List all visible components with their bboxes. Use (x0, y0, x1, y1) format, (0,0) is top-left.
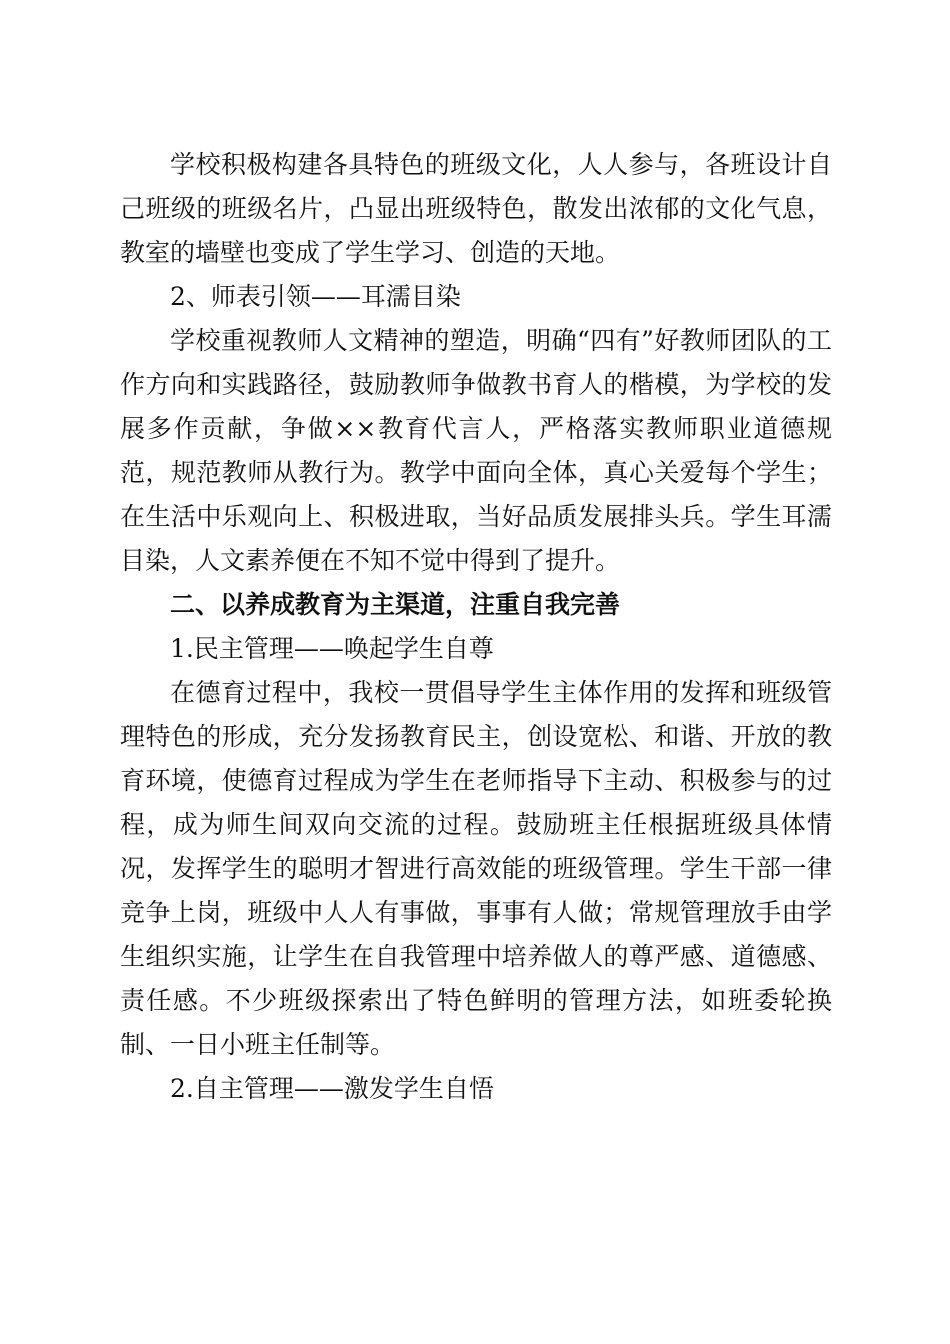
document-page (120, 143, 832, 1111)
paragraph-moral-education: 在德育过程中，我校一贯倡导学生主体作用的发挥和班级管理特色的形成，充分发扬教育民主，创设宽松、和谐、开放的教育环境，使德育过程成为学生在老师指导下主动、积极参与的过程，成为师生间双向交流的过程。鼓励班主任根据班级具体情况，发挥学生的聪明才智进行高效能的班级管理。学生干部一律竞争上岗，班级中人人有事做，事事有人做；常规管理放手由学生组织实施，让学生在自我管理中培养做人的尊严感、道德感、责任感。不少班级探索出了特色鲜明的管理方法，如班委轮换制、一日小班主任制等。 (120, 678, 832, 1059)
section-heading-habit-education: 二、以养成教育为主渠道，注重自我完善 (170, 590, 621, 619)
subheading-self-management: 2.自主管理——激发学生自悟 (170, 1074, 494, 1103)
subheading-democratic-management: 1.民主管理——唤起学生自尊 (170, 634, 494, 663)
paragraph-class-culture: 学校积极构建各具特色的班级文化，人人参与，各班设计自己班级的班级名片，凸显出班级特色，散发出浓郁的文化气息，教室的墙壁也变成了学生学习、创造的天地。 (120, 150, 832, 267)
subheading-teacher-example: 2、师表引领——耳濡目染 (170, 282, 461, 311)
paragraph-teacher-spirit: 学校重视教师人文精神的塑造，明确“四有”好教师团队的工作方向和实践路径，鼓励教师争做教书育人的楷模，为学校的发展多作贡献，争做××教育代言人，严格落实教师职业道德规范，规范教师从教行为。教学中面向全体，真心关爱每个学生；在生活中乐观向上、积极进取，当好品质发展排头兵。学生耳濡目染，人文素养便在不知不觉中得到了提升。 (120, 326, 832, 575)
